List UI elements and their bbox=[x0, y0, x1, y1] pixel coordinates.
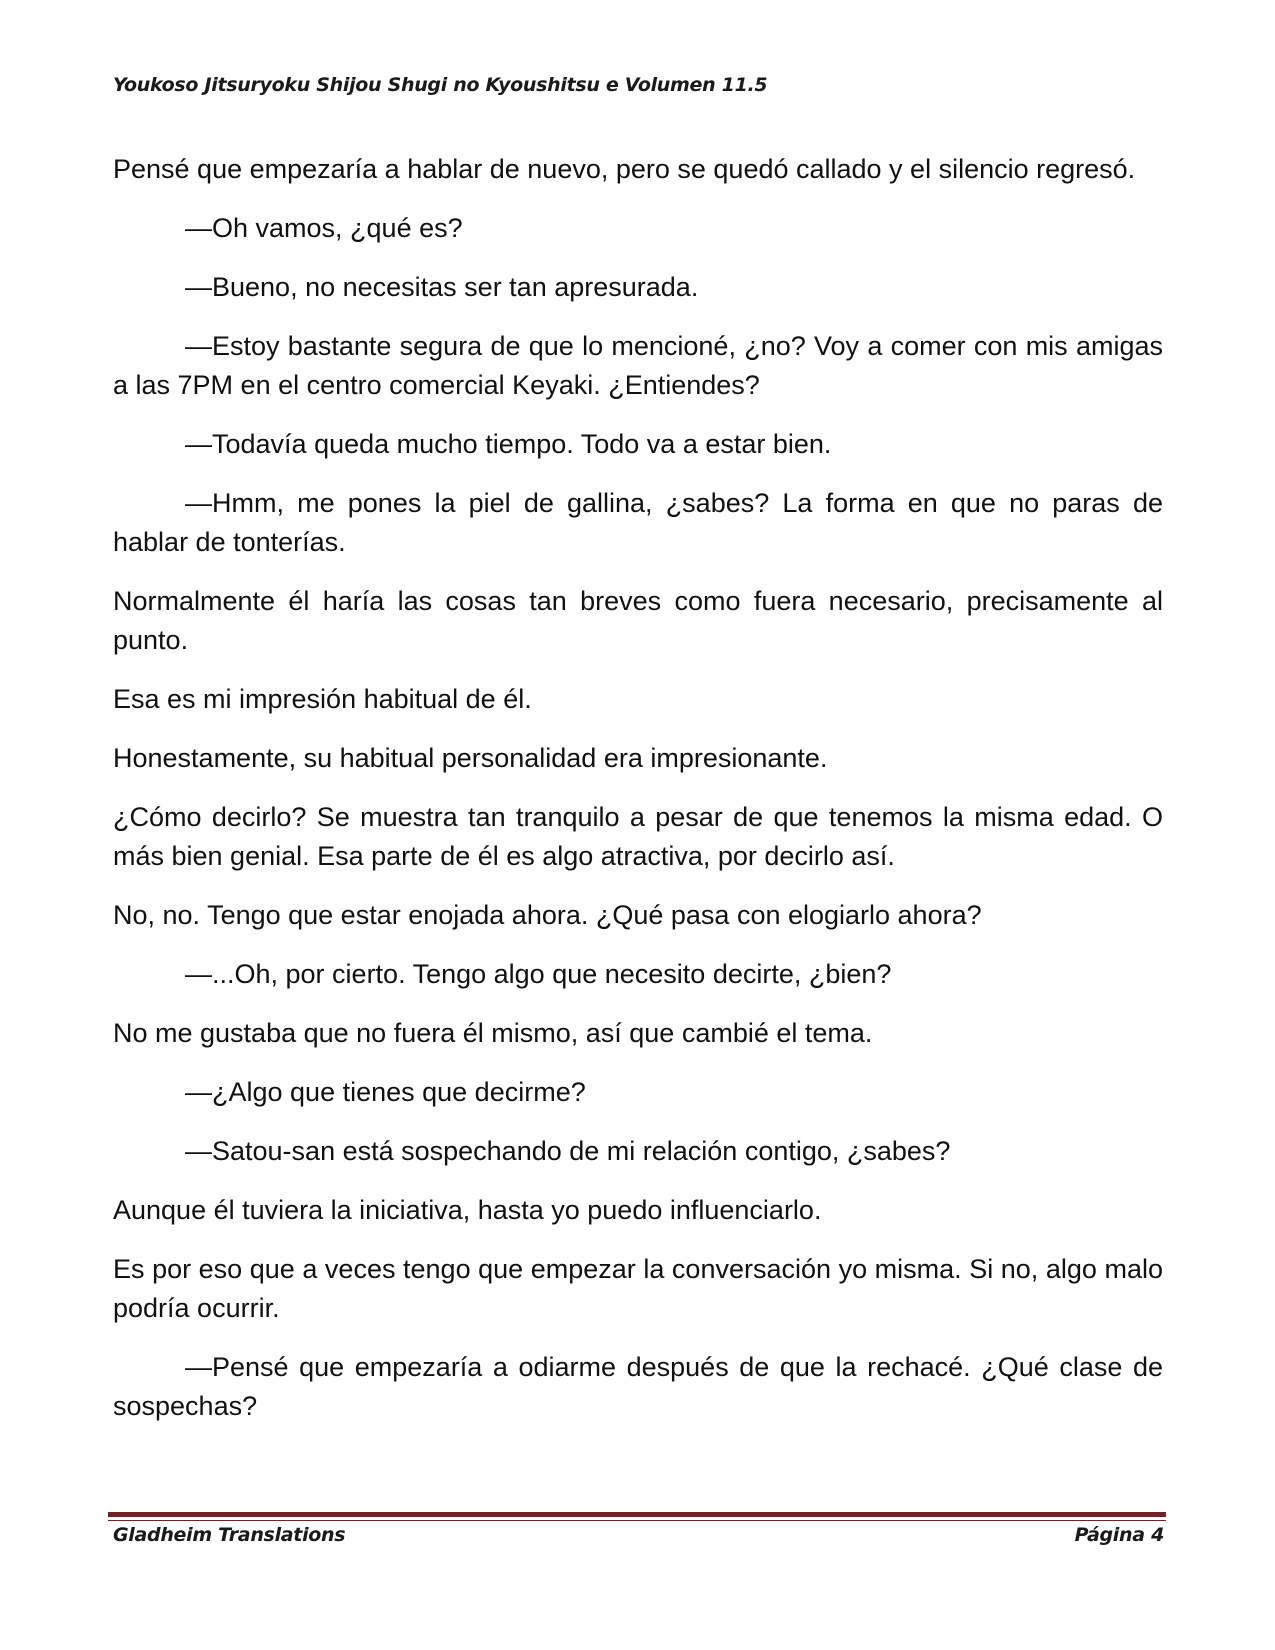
paragraph: Honestamente, su habitual personalidad era impresionante. bbox=[113, 743, 828, 773]
footer-divider-thin bbox=[108, 1520, 1166, 1521]
paragraph: No, no. Tengo que estar enojada ahora. ¿Qué pasa con elogiarlo ahora? bbox=[113, 900, 982, 930]
paragraph: —Estoy bastante segura de que lo mencioné, ¿no? Voy a comer con mis amigas a las 7PM en el centro comercial Keyaki. ¿Entiendes? bbox=[113, 331, 1163, 400]
paragraph: Pensé que empezaría a hablar de nuevo, pero se quedó callado y el silencio regresó. bbox=[113, 154, 1136, 184]
paragraph: —Bueno, no necesitas ser tan apresurada. bbox=[185, 272, 699, 302]
paragraph: Es por eso que a veces tengo que empezar la conversación yo misma. Si no, algo malo podría ocurrir. bbox=[113, 1254, 1163, 1323]
paragraph: —Oh vamos, ¿qué es? bbox=[185, 213, 463, 243]
footer-page-number: Página 4 bbox=[1074, 1524, 1164, 1546]
footer-publisher: Gladheim Translations bbox=[113, 1524, 346, 1546]
body-text bbox=[113, 150, 1163, 1446]
paragraph: —Todavía queda mucho tiempo. Todo va a estar bien. bbox=[185, 429, 832, 459]
paragraph: —Pensé que empezaría a odiarme después de que la rechacé. ¿Qué clase de sospechas? bbox=[113, 1352, 1163, 1421]
paragraph: —Satou-san está sospechando de mi relación contigo, ¿sabes? bbox=[185, 1136, 951, 1166]
paragraph: —...Oh, por cierto. Tengo algo que necesito decirte, ¿bien? bbox=[185, 959, 892, 989]
paragraph: No me gustaba que no fuera él mismo, así que cambié el tema. bbox=[113, 1018, 873, 1048]
paragraph: —¿Algo que tienes que decirme? bbox=[185, 1077, 586, 1107]
paragraph: ¿Cómo decirlo? Se muestra tan tranquilo a pesar de que tenemos la misma edad. O más bien genial. Esa parte de él es algo atractiva, por decirlo así. bbox=[113, 802, 1163, 871]
paragraph: —Hmm, me pones la piel de gallina, ¿sabes? La forma en que no paras de hablar de tonterías. bbox=[113, 488, 1163, 557]
paragraph: Esa es mi impresión habitual de él. bbox=[113, 684, 532, 714]
running-header: Youkoso Jitsuryoku Shijou Shugi no Kyoushitsu e Volumen 11.5 bbox=[113, 74, 768, 96]
footer-divider-thick bbox=[108, 1512, 1166, 1517]
paragraph: Normalmente él haría las cosas tan breves como fuera necesario, precisamente al punto. bbox=[113, 586, 1163, 655]
paragraph: Aunque él tuviera la iniciativa, hasta yo puedo influenciarlo. bbox=[113, 1195, 822, 1225]
